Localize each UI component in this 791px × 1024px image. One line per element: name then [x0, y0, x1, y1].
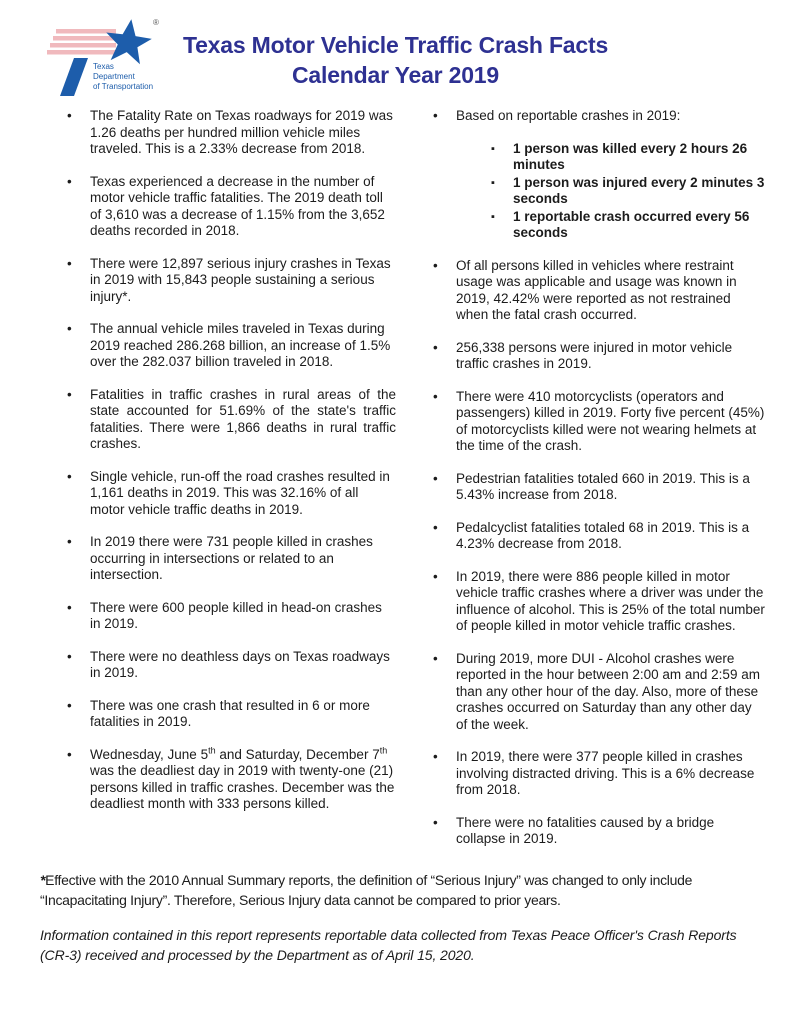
- fact-bullet-head-on: • There were 600 people killed in head-on crashes in 2019.: [64, 600, 396, 633]
- ordinal-suffix: th: [208, 745, 216, 755]
- sub-bullet-killed-rate: ▪ 1 person was killed every 2 hours 26 minutes: [490, 141, 766, 174]
- footnote-serious-injury-text: Effective with the 2010 Annual Summary reports, the definition of “Serious Injury” was changed to only include “Incapacitating Injury”. Therefore, Serious Injury data cannot be compared to prior years.: [40, 871, 693, 908]
- page-footer: [0, 864, 791, 965]
- fact-bullet-motorcyclists: • There were 410 motorcyclists (operators and passengers) killed in 2019. Forty five percent (45%) of motorcyclists killed were not wearing helmets at the time of the crash.: [430, 389, 766, 455]
- fact-bullet-persons-injured: • 256,338 persons were injured in motor vehicle traffic crashes in 2019.: [430, 340, 766, 373]
- deadliest-day-part1: Wednesday, June 5: [90, 746, 209, 762]
- fact-bullet-restraint: • Of all persons killed in vehicles where restraint usage was applicable and usage was known in 2019, 42.42% were reported as not restrained when the fatal crash occurred.: [430, 258, 766, 324]
- fact-bullet-alcohol: • In 2019, there were 886 people killed in motor vehicle traffic crashes where a driver was under the influence of alcohol. This is 25% of the total number of people killed in motor vehicle traffic crashes.: [430, 569, 766, 635]
- facts-content: [0, 100, 791, 864]
- registered-mark: ®: [153, 18, 159, 27]
- sub-bullet-crash-rate: ▪ 1 reportable crash occurred every 56 seconds: [490, 209, 766, 242]
- svg-text:Department: Department: [93, 72, 135, 81]
- left-column: [64, 108, 396, 864]
- fact-bullet-pedalcyclist: • Pedalcyclist fatalities totaled 68 in 2019. This is a 4.23% decrease from 2018.: [430, 520, 766, 553]
- deadliest-day-part2: and Saturday, December 7: [215, 746, 380, 762]
- fact-bullet-deathless-days: • There were no deathless days on Texas roadways in 2019.: [64, 649, 396, 682]
- right-column: [430, 108, 766, 864]
- right-fact-list: [430, 108, 766, 848]
- left-fact-list: [64, 108, 396, 813]
- fact-bullet-dui-hours: • During 2019, more DUI - Alcohol crashes were reported in the hour between 2:00 am and 2:59 am than any other hour of the day. Also, more of these crashes occurred on Saturday than any other day of the week.: [430, 651, 766, 734]
- fact-bullet-rural: • Fatalities in traffic crashes in rural areas of the state accounted for 51.69% of the state's traffic fatalities. There were 1,866 deaths in rural traffic crashes.: [64, 387, 396, 453]
- deadliest-day-part3: was the deadliest day in 2019 with twenty-one (21) persons killed in traffic crashes. December was the deadliest month with 333 persons killed.: [90, 763, 395, 811]
- footnote-source: Information contained in this report represents reportable data collected from Texas Peace Officer's Crash Reports (CR-3) received and processed by the Department as of April 15, 2020.: [40, 926, 737, 963]
- fact-bullet-run-off-road: • Single vehicle, run-off the road crashes resulted in 1,161 deaths in 2019. This was 32.16% of all motor vehicle traffic deaths in 2019.: [64, 469, 396, 519]
- fact-bullet-death-toll: • Texas experienced a decrease in the number of motor vehicle traffic fatalities. The 2019 death toll of 3,610 was a decrease of 1.15% from the 3,652 deaths recorded in 2018.: [64, 174, 396, 240]
- fact-bullet-distracted: • In 2019, there were 377 people killed in crashes involving distracted driving. This is a 6% decrease from 2018.: [430, 749, 766, 799]
- fact-bullet-serious-injury: • There were 12,897 serious injury crashes in Texas in 2019 with 15,843 people sustaining a serious injury*.: [64, 256, 396, 306]
- fact-bullet-pedestrian: • Pedestrian fatalities totaled 660 in 2019. This is a 5.43% increase from 2018.: [430, 471, 766, 504]
- fact-bullet-deadliest-day: [64, 747, 396, 813]
- svg-text:Texas: Texas: [93, 62, 114, 71]
- ordinal-suffix: th: [379, 745, 388, 755]
- footnote-serious-injury: [40, 870, 765, 910]
- fact-bullet-vehicle-miles: • The annual vehicle miles traveled in Texas during 2019 reached 286.268 billion, an increase of 1.5% over the 282.037 billion traveled in 2018.: [64, 321, 396, 371]
- svg-text:of Transportation: of Transportation: [93, 82, 154, 91]
- fact-bullet-intersections: • In 2019 there were 731 people killed in crashes occurring in intersections or related to an intersection.: [64, 534, 396, 584]
- page-title: [0, 30, 791, 90]
- sub-bullet-injured-rate: ▪ 1 person was injured every 2 minutes 3 seconds: [490, 175, 766, 208]
- reportable-crashes-sublist: [490, 141, 766, 242]
- fact-bullet-reportable-crashes: [430, 108, 766, 242]
- fact-bullet-fatality-rate: • The Fatality Rate on Texas roadways for 2019 was 1.26 deaths per hundred million vehicle miles traveled. This is a 2.33% decrease from 2018.: [64, 108, 396, 158]
- page-title-line1: Texas Motor Vehicle Traffic Crash Facts: [182, 32, 609, 58]
- page-title-line2: Calendar Year 2019: [292, 62, 499, 88]
- fact-bullet-bridge-collapse: • There were no fatalities caused by a bridge collapse in 2019.: [430, 815, 766, 848]
- page-header: [0, 0, 791, 100]
- reportable-crashes-intro: Based on reportable crashes in 2019:: [456, 108, 681, 123]
- fact-bullet-six-fatalities: • There was one crash that resulted in 6 or more fatalities in 2019.: [64, 698, 396, 731]
- footnote-asterisk: *: [40, 871, 46, 888]
